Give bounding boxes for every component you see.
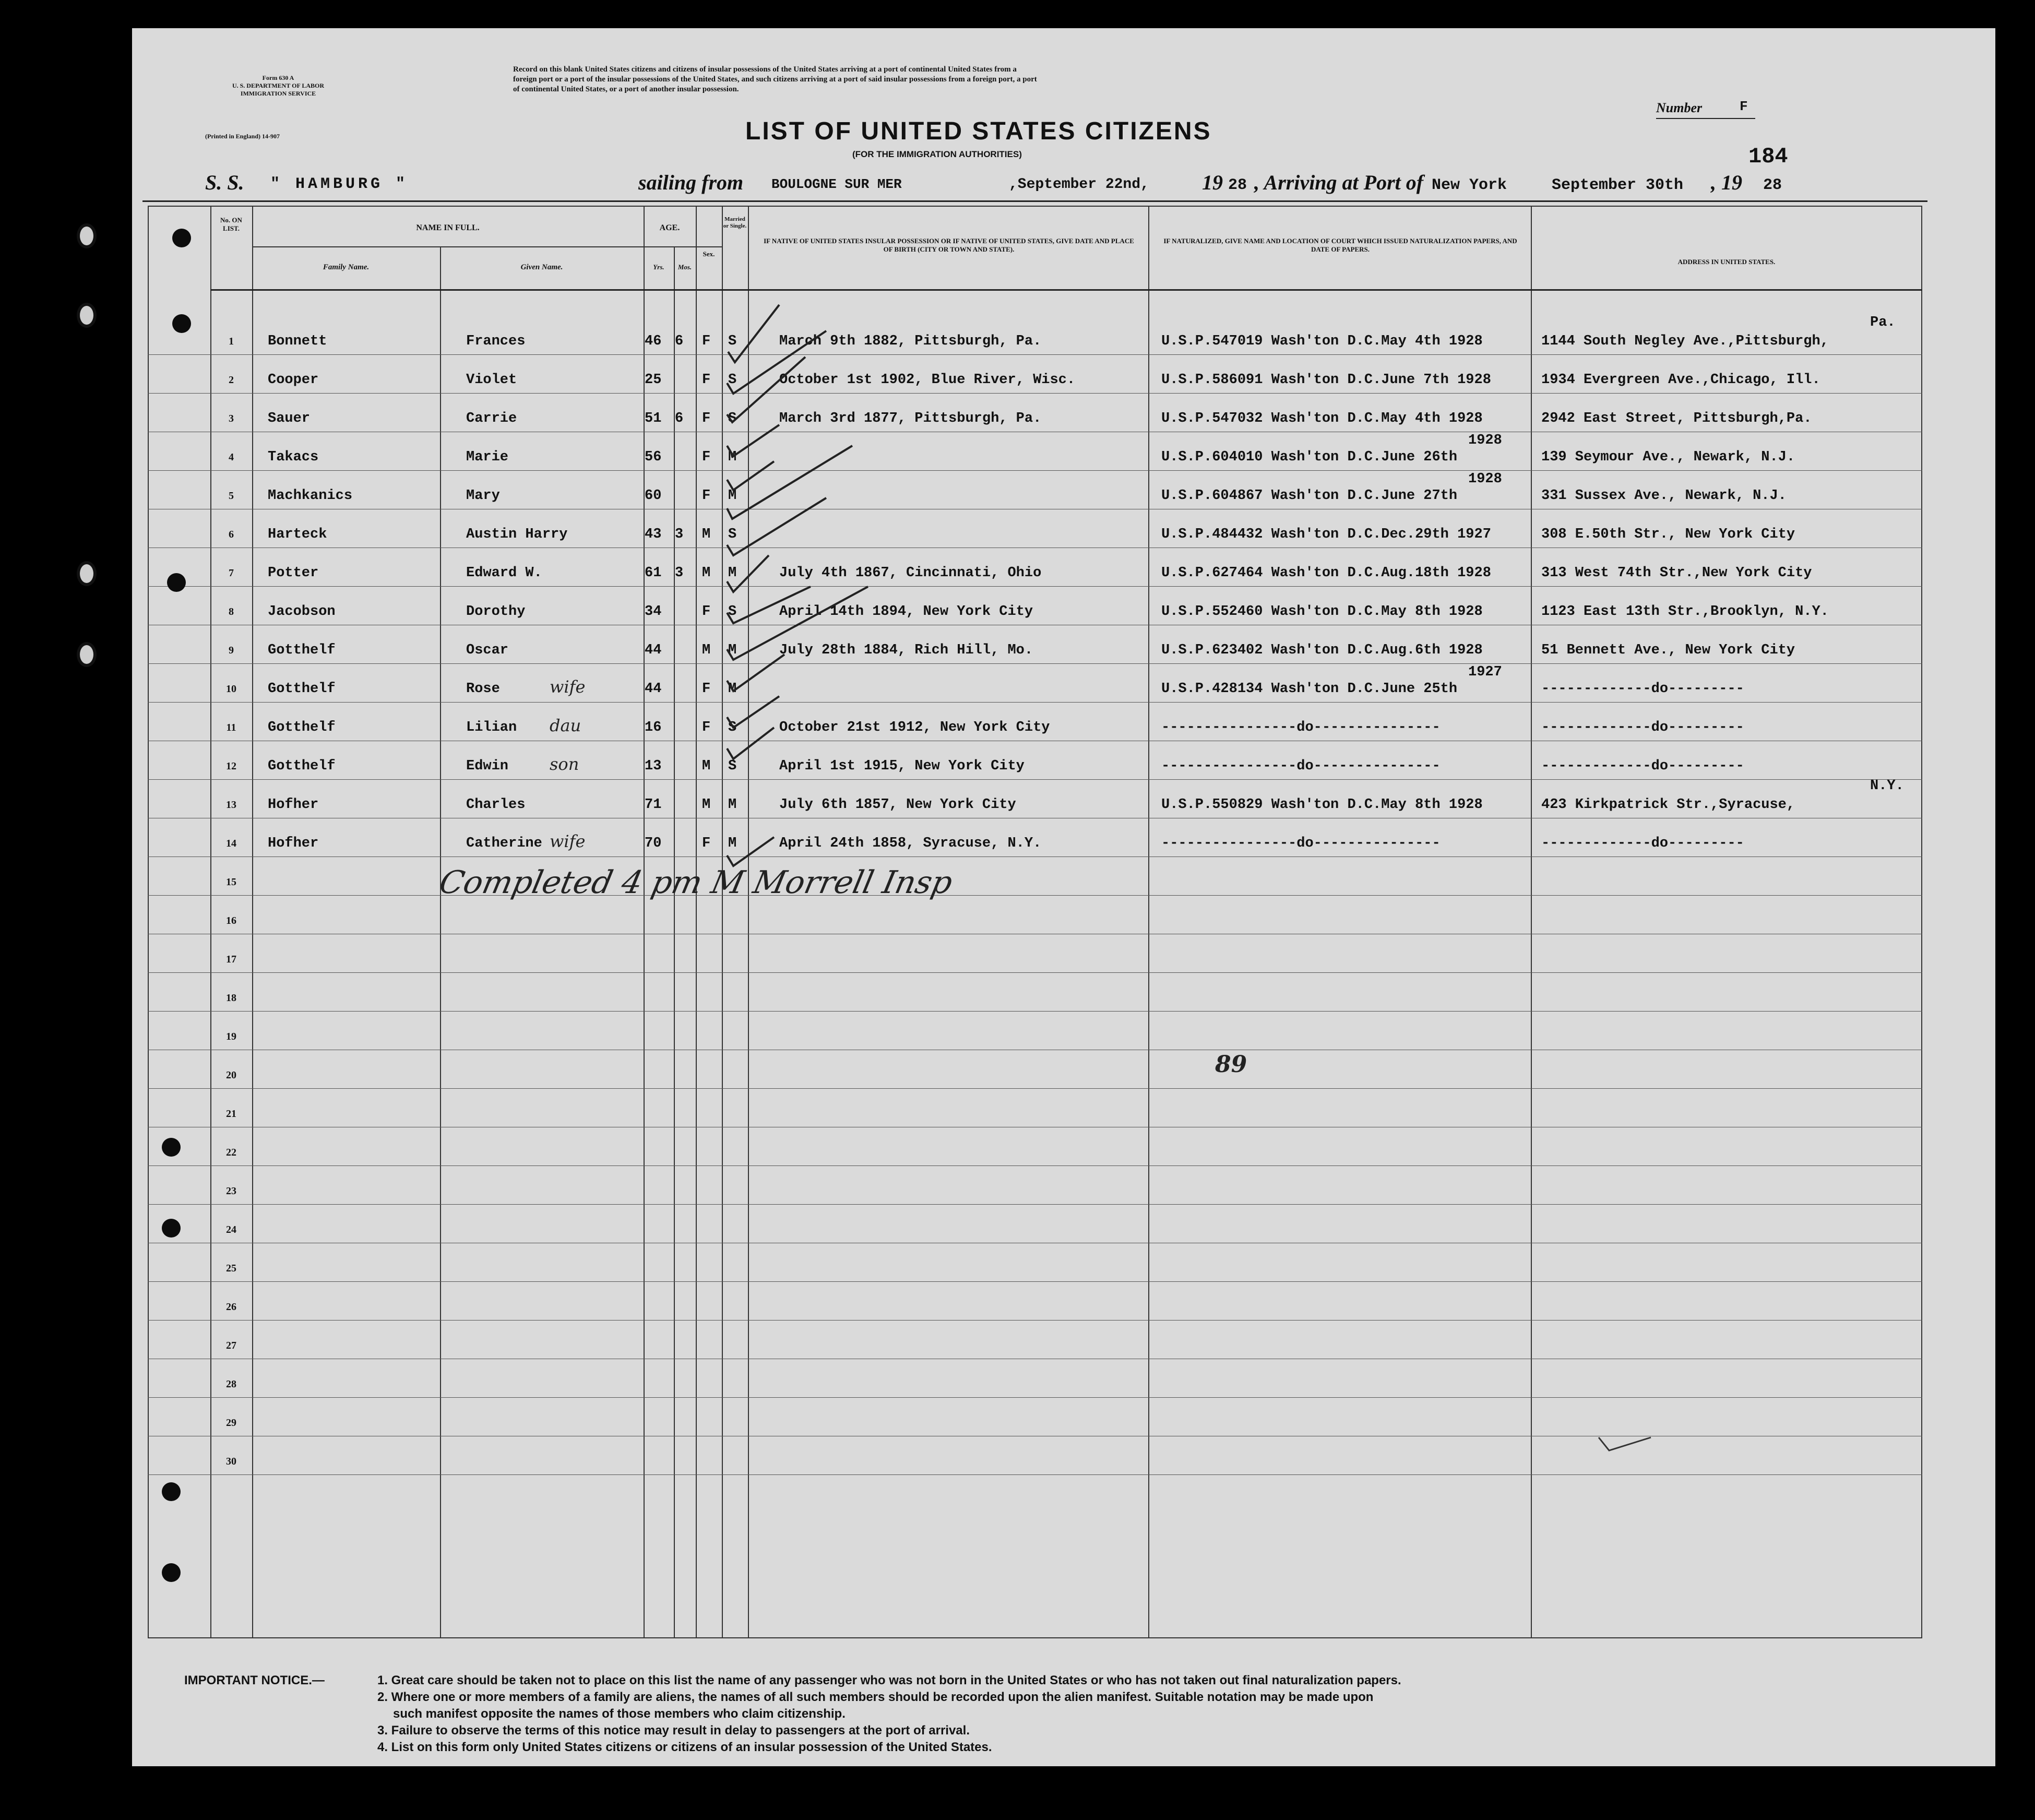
naturalization-papers: U.S.P.550829 Wash'ton D.C.May 8th 1928 [1161, 797, 1483, 813]
row-number: 22 [226, 1147, 236, 1158]
row-rule [148, 779, 1922, 780]
row-rule [148, 1281, 1922, 1282]
us-address: 1144 South Negley Ave.,Pittsburgh, [1541, 334, 1829, 349]
record-note-line-3: of continental United States, or a port of another insular possession. [513, 85, 739, 93]
us-address: 313 West 74th Str.,New York City [1541, 565, 1812, 581]
given-name: Dorothy [466, 604, 526, 620]
age-years: 70 [645, 836, 662, 851]
arrival-year: 28 [1763, 176, 1782, 194]
row-number: 5 [229, 490, 234, 502]
row-rule [148, 470, 1922, 471]
naturalization-papers: U.S.P.428134 Wash'ton D.C.June 25th [1161, 681, 1458, 697]
age-years: 16 [645, 720, 662, 735]
col-rule [1148, 206, 1149, 1638]
age-years: 51 [645, 411, 662, 426]
naturalization-papers: U.S.P.627464 Wash'ton D.C.Aug.18th 1928 [1161, 565, 1491, 581]
header-age-years: Yrs. [653, 263, 664, 271]
header-sex: Sex. [703, 250, 715, 258]
row-rule [148, 393, 1922, 394]
birth-place-date: April 14th 1894, New York City [779, 604, 1033, 620]
sex: M [702, 527, 711, 542]
header-subrule [252, 246, 722, 247]
form-number: Form 630 A [262, 74, 294, 81]
header-no-on-list: No. ON LIST. [220, 216, 242, 232]
age-months: 6 [675, 411, 684, 426]
relationship-handwritten: son [550, 754, 579, 774]
row-rule [148, 1320, 1922, 1321]
department-name: U. S. DEPARTMENT OF LABOR [232, 82, 325, 89]
notice-heading: IMPORTANT NOTICE.— [184, 1673, 325, 1687]
us-address: -------------do--------- [1541, 758, 1744, 774]
row-rule [148, 1397, 1922, 1398]
sex: F [702, 720, 711, 735]
row-number: 7 [229, 567, 234, 579]
printed-note: (Printed in England) 14-907 [205, 133, 280, 140]
given-name: Charles [466, 797, 526, 813]
us-address: -------------do--------- [1541, 720, 1744, 735]
col-rule [1531, 206, 1532, 1638]
us-address: -------------do--------- [1541, 681, 1744, 697]
row-number: 26 [226, 1301, 236, 1313]
naturalization-papers: U.S.P.623402 Wash'ton D.C.Aug.6th 1928 [1161, 643, 1483, 658]
marital-status: S [728, 720, 737, 735]
row-number: 27 [226, 1340, 236, 1351]
ship-name: " HAMBURG " [270, 175, 409, 193]
birth-place-date: March 3rd 1877, Pittsburgh, Pa. [779, 411, 1042, 426]
family-name: Gotthelf [268, 758, 336, 774]
row-number: 21 [226, 1108, 236, 1120]
binder-hole [77, 303, 97, 328]
us-address: 1934 Evergreen Ave.,Chicago, Ill. [1541, 372, 1820, 388]
given-name: Lilian [466, 720, 517, 735]
binder-hole [172, 314, 191, 333]
family-name: Bonnett [268, 334, 327, 349]
family-name: Harteck [268, 527, 327, 542]
given-name: Carrie [466, 411, 517, 426]
sex: M [702, 565, 711, 581]
row-rule [148, 1088, 1922, 1089]
record-note-line-1: Record on this blank United States citizens and citizens of insular possessions of the United States arriving at a port of continental United States from a [513, 65, 1017, 74]
marital-status: M [728, 797, 737, 813]
number-value: F [1740, 99, 1748, 114]
row-number: 23 [226, 1185, 236, 1197]
notice-item-3: 3. Failure to observe the terms of this notice may result in delay to passengers at the port of arrival. [377, 1723, 970, 1738]
age-months: 3 [675, 527, 684, 542]
age-years: 60 [645, 488, 662, 504]
family-name: Hofher [268, 797, 319, 813]
sailing-date: ,September 22nd, [1009, 176, 1149, 193]
us-address: 2942 East Street, Pittsburgh,Pa. [1541, 411, 1812, 426]
binder-hole [162, 1482, 181, 1501]
col-rule [440, 246, 441, 1638]
binder-hole [162, 1138, 181, 1157]
binder-hole [172, 229, 191, 247]
marital-status: S [728, 411, 737, 426]
arrival-year-prefix: , 19 [1711, 171, 1742, 194]
page-subtitle: (FOR THE IMMIGRATION AUTHORITIES) [852, 149, 1022, 159]
notice-items [377, 1672, 1943, 1756]
form-metadata [210, 74, 346, 98]
header-given-name: Given Name. [520, 263, 563, 271]
row-number: 19 [226, 1031, 236, 1042]
header-naturalization: IF NATURALIZED, GIVE NAME AND LOCATION OF COURT WHICH ISSUED NATURALIZATION PAPERS, AND DATE OF PAPERS. [1163, 237, 1517, 253]
us-address: -------------do--------- [1541, 836, 1744, 851]
us-address: 331 Sussex Ave., Newark, N.J. [1541, 488, 1787, 504]
inspection-checkmarks [727, 305, 868, 866]
row-number: 3 [229, 413, 234, 424]
sex: F [702, 449, 711, 465]
binder-hole [77, 223, 97, 248]
naturalization-papers: U.S.P.586091 Wash'ton D.C.June 7th 1928 [1161, 372, 1491, 388]
header-name-in-full: NAME IN FULL. [416, 223, 480, 232]
binder-hole [167, 573, 186, 592]
page-number: 184 [1748, 144, 1788, 169]
family-name: Cooper [268, 372, 319, 388]
sailing-year-prefix: 19 [1202, 171, 1223, 194]
marital-status: S [728, 604, 737, 620]
row-number: 16 [226, 915, 236, 926]
given-name: Marie [466, 449, 509, 465]
sailing-from-label: sailing from [638, 171, 744, 194]
row-rule [148, 586, 1922, 587]
naturalization-papers: ----------------do--------------- [1161, 720, 1441, 735]
us-address: 308 E.50th Str., New York City [1541, 527, 1795, 542]
us-address: 51 Bennett Ave., New York City [1541, 643, 1795, 658]
row-rule [148, 1474, 1922, 1475]
header-age: AGE. [659, 223, 680, 232]
row-rule [148, 1165, 1922, 1166]
relationship-handwritten: dau [550, 716, 581, 735]
birth-place-date: July 28th 1884, Rich Hill, Mo. [779, 643, 1033, 658]
marital-status: M [728, 681, 737, 697]
margin-number: 89 [1215, 1051, 1247, 1078]
given-name: Edward W. [466, 565, 542, 581]
family-name: Jacobson [268, 604, 336, 620]
row-rule [148, 895, 1922, 896]
manifest-page [132, 28, 1995, 1766]
naturalization-year-note: 1928 [1468, 471, 1502, 487]
sailing-year: 28 [1228, 176, 1247, 194]
naturalization-year-note: 1928 [1468, 433, 1502, 448]
address-state-note: Pa. [1870, 315, 1896, 330]
row-number: 6 [229, 529, 234, 540]
given-name: Catherine [466, 836, 542, 851]
row-number: 17 [226, 954, 236, 965]
sex: F [702, 604, 711, 620]
row-rule [148, 1011, 1922, 1012]
record-instruction [513, 65, 1677, 94]
age-years: 43 [645, 527, 662, 542]
sex: F [702, 836, 711, 851]
age-years: 61 [645, 565, 662, 581]
row-number: 1 [229, 336, 234, 347]
number-label: Number [1656, 100, 1703, 115]
row-number: 12 [226, 760, 236, 772]
arrival-port: New York [1432, 176, 1507, 194]
us-address: 139 Seymour Ave., Newark, N.J. [1541, 449, 1795, 465]
header-place-of-birth: IF NATIVE OF UNITED STATES INSULAR POSSESSION OR IF NATIVE OF UNITED STATES, GIVE DATE AND PLACE OF BIRTH (CITY OR TOWN AND STATE). [764, 237, 1134, 253]
age-years: 56 [645, 449, 662, 465]
relationship-handwritten: wife [550, 831, 586, 851]
marital-status: M [728, 488, 737, 504]
age-years: 34 [645, 604, 662, 620]
col-rule [252, 206, 253, 1638]
marital-status: M [728, 565, 737, 581]
notice-item-2: 2. Where one or more members of a family are aliens, the names of all such members should be recorded upon the alien manifest. Suitable notation may be made upon [377, 1690, 1374, 1704]
row-number: 29 [226, 1417, 236, 1429]
naturalization-papers: U.S.P.547019 Wash'ton D.C.May 4th 1928 [1161, 334, 1483, 349]
row-number: 15 [226, 876, 236, 888]
marital-status: M [728, 836, 737, 851]
birth-place-date: October 1st 1902, Blue River, Wisc. [779, 372, 1076, 388]
arrival-date: September 30th [1552, 176, 1684, 194]
age-years: 25 [645, 372, 662, 388]
marital-status: M [728, 643, 737, 658]
age-months: 6 [675, 334, 684, 349]
row-rule [148, 702, 1922, 703]
marital-status: S [728, 372, 737, 388]
given-name: Edwin [466, 758, 509, 774]
birth-place-date: July 6th 1857, New York City [779, 797, 1016, 813]
relationship-handwritten: wife [550, 677, 586, 697]
checkmarks-overlay [696, 289, 1009, 915]
marital-status: M [728, 449, 737, 465]
binder-hole [77, 642, 97, 667]
naturalization-papers: U.S.P.552460 Wash'ton D.C.May 8th 1928 [1161, 604, 1483, 620]
address-state-note: N.Y. [1870, 778, 1904, 794]
birth-place-date: April 24th 1858, Syracuse, N.Y. [779, 836, 1042, 851]
naturalization-papers: U.S.P.484432 Wash'ton D.C.Dec.29th 1927 [1161, 527, 1491, 542]
row-number: 8 [229, 606, 234, 617]
birth-place-date: October 21st 1912, New York City [779, 720, 1050, 735]
row-number: 20 [226, 1069, 236, 1081]
age-years: 46 [645, 334, 662, 349]
birth-place-date: April 1st 1915, New York City [779, 758, 1025, 774]
given-name: Oscar [466, 643, 509, 658]
header-address: ADDRESS IN UNITED STATES. [1677, 258, 1776, 266]
row-number: 28 [226, 1378, 236, 1390]
header-bottom-rule [210, 289, 1922, 291]
departure-port: BOULOGNE SUR MER [771, 176, 902, 192]
binder-hole [77, 561, 97, 586]
sex: M [702, 643, 711, 658]
row-number: 24 [226, 1224, 236, 1235]
family-name: Machkanics [268, 488, 353, 504]
header-family-name: Family Name. [323, 263, 370, 271]
row-number: 11 [226, 722, 236, 733]
given-name: Frances [466, 334, 526, 349]
sex: F [702, 488, 711, 504]
sex: M [702, 758, 711, 774]
given-name: Violet [466, 372, 517, 388]
given-name: Austin Harry [466, 527, 568, 542]
naturalization-papers: U.S.P.604010 Wash'ton D.C.June 26th [1161, 449, 1458, 465]
age-months: 3 [675, 565, 684, 581]
number-underline [1656, 118, 1755, 119]
sex: F [702, 681, 711, 697]
naturalization-papers: U.S.P.547032 Wash'ton D.C.May 4th 1928 [1161, 411, 1483, 426]
sex: F [702, 411, 711, 426]
given-name: Rose [466, 681, 500, 697]
marital-status: S [728, 334, 737, 349]
row-number: 9 [229, 645, 234, 656]
service-name: IMMIGRATION SERVICE [240, 90, 316, 97]
family-name: Sauer [268, 411, 311, 426]
row-number: 10 [226, 683, 236, 695]
table-top-rule [142, 200, 1927, 202]
naturalization-papers: ----------------do--------------- [1161, 836, 1441, 851]
row-number: 13 [226, 799, 236, 811]
row-number: 30 [226, 1456, 236, 1467]
notice-item-1: 1. Great care should be taken not to place on this list the name of any passenger who was not born in the United States or who has not taken out final naturalization papers. [377, 1673, 1401, 1687]
row-rule [148, 1204, 1922, 1205]
naturalization-papers: U.S.P.604867 Wash'ton D.C.June 27th [1161, 488, 1458, 504]
given-name: Mary [466, 488, 500, 504]
row-number: 2 [229, 374, 234, 386]
age-years: 71 [645, 797, 662, 813]
age-years: 44 [645, 643, 662, 658]
row-rule [148, 972, 1922, 973]
birth-place-date: July 4th 1867, Cincinnati, Ohio [779, 565, 1042, 581]
family-name: Gotthelf [268, 720, 336, 735]
record-note-line-2: foreign port or a port of the insular possessions of the United States, and such citizens arriving at a port of said insular possessions from a foreign port, a port [513, 75, 1037, 84]
marital-status: S [728, 758, 737, 774]
notice-item-2-cont: such manifest opposite the names of those members who claim citizenship. [393, 1707, 846, 1721]
sex: M [702, 797, 711, 813]
family-name: Hofher [268, 836, 319, 851]
row-number: 25 [226, 1263, 236, 1274]
birth-place-date: March 9th 1882, Pittsburgh, Pa. [779, 334, 1042, 349]
marital-status: S [728, 527, 737, 542]
naturalization-papers: ----------------do--------------- [1161, 758, 1441, 774]
stray-checkmark [1593, 1427, 1656, 1458]
row-number: 4 [229, 451, 234, 463]
us-address: 1123 East 13th Str.,Brooklyn, N.Y. [1541, 604, 1829, 620]
sex: F [702, 334, 711, 349]
row-rule [148, 354, 1922, 355]
naturalization-year-note: 1927 [1468, 664, 1502, 680]
age-years: 44 [645, 681, 662, 697]
header-age-months: Mos. [677, 263, 692, 271]
notice-item-4: 4. List on this form only United States citizens or citizens of an insular possession of the United States. [377, 1740, 992, 1754]
binder-hole [162, 1563, 181, 1582]
col-rule [674, 246, 675, 1638]
sex: F [702, 372, 711, 388]
header-married-single: Married or Single. [723, 216, 747, 229]
family-name: Potter [268, 565, 319, 581]
family-name: Gotthelf [268, 643, 336, 658]
arriving-label: , Arriving at Port of [1254, 171, 1424, 194]
family-name: Gotthelf [268, 681, 336, 697]
us-address: 423 Kirkpatrick Str.,Syracuse, [1541, 797, 1795, 813]
completed-annotation: Completed 4 pm M Morrell Insp [436, 864, 956, 901]
row-rule [148, 663, 1922, 664]
row-number: 18 [226, 992, 236, 1004]
binder-hole [162, 1219, 181, 1238]
page-title: LIST OF UNITED STATES CITIZENS [745, 117, 1212, 145]
ss-label: S. S. [205, 171, 244, 194]
family-name: Takacs [268, 449, 319, 465]
row-number: 14 [226, 838, 236, 849]
age-years: 13 [645, 758, 662, 774]
